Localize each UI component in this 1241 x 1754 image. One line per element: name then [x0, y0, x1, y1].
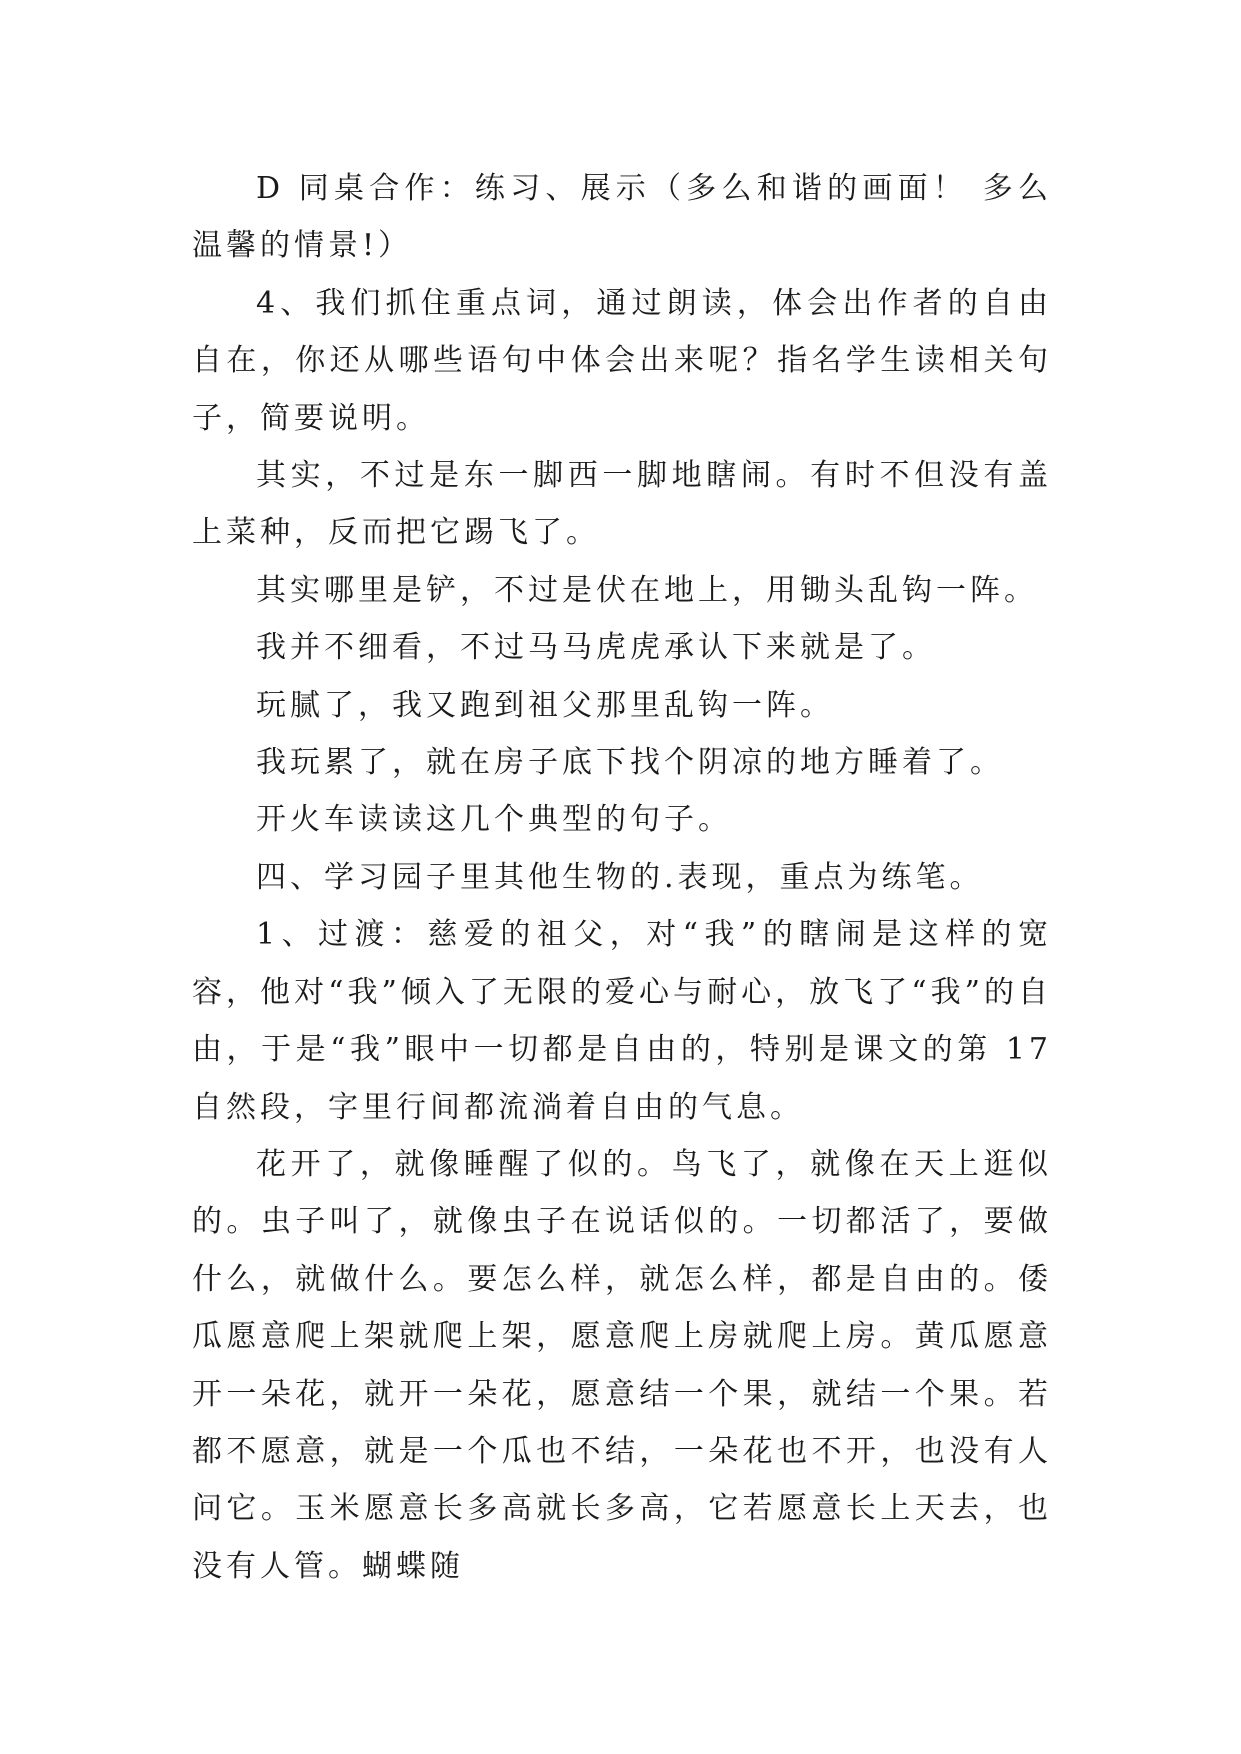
paragraph-quote-5: 我玩累了，就在房子底下找个阴凉的地方睡着了。 [256, 745, 1004, 781]
paragraph-train-reading: 开火车读读这几个典型的句子。 [256, 802, 732, 838]
paragraph-key-words: 4、我们抓住重点词，通过朗读，体会出作者的自由自在，你还从哪些语句中体会出来呢？指名学生读相关句子，简要说明。 [192, 285, 1052, 436]
document-body [192, 160, 1052, 1595]
paragraph-section-four: 四、学习园子里其他生物的.表现，重点为练笔。 [256, 859, 984, 895]
paragraph-transition: 1、过渡：慈爱的祖父，对“我”的瞎闹是这样的宽容，他对“我”倾入了无限的爱心与耐心，放飞了“我”的自由，于是“我”眼中一切都是自由的，特别是课文的第 17 自然段，字里行间都流淌着自由的气息。 [192, 917, 1052, 1125]
paragraph-group-work: D 同桌合作：练习、展示（多么和谐的画面！ 多么温馨的情景!） [192, 171, 1052, 264]
paragraph-quote-2: 其实哪里是铲，不过是伏在地上，用锄头乱钩一阵。 [256, 572, 1038, 608]
paragraph-quote-4: 玩腻了，我又跑到祖父那里乱钩一阵。 [256, 687, 834, 723]
paragraph-garden-text: 花开了，就像睡醒了似的。鸟飞了，就像在天上逛似的。虫子叫了，就像虫子在说话似的。一切都活了，要做什么，就做什么。要怎么样，就怎么样，都是自由的。倭瓜愿意爬上架就爬上架，愿意爬上房就爬上房。黄瓜愿意开一朵花，就开一朵花，愿意结一个果，就结一个果。若都不愿意，就是一个瓜也不结，一朵花也不开，也没有人问它。玉米愿意长多高就长多高，它若愿意长上天去，也没有人管。蝴蝶随 [192, 1146, 1052, 1584]
paragraph-quote-1: 其实，不过是东一脚西一脚地瞎闹。有时不但没有盖上菜种，反而把它踢飞了。 [192, 458, 1052, 551]
paragraph-quote-3: 我并不细看，不过马马虎虎承认下来就是了。 [256, 630, 936, 666]
